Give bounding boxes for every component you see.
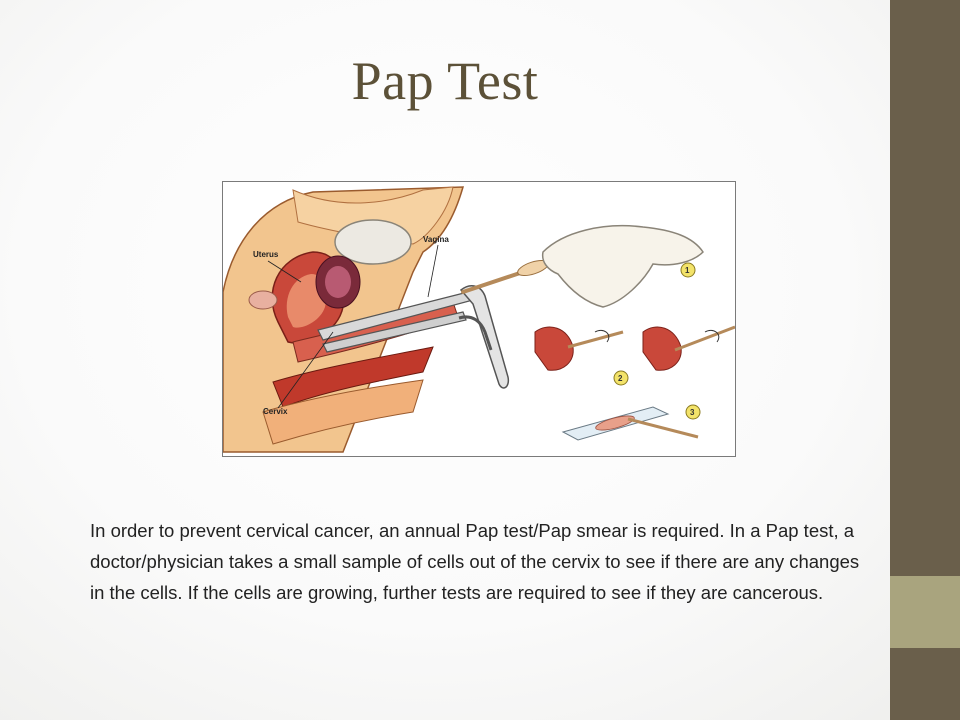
pap-test-illustration [222,181,736,457]
body-paragraph: In order to prevent cervical cancer, an annual Pap test/Pap smear is required. In a Pap test, a doctor/physician takes a small sample of cells out of the cervix to see if there are any changes in the cells. If the cells are growing, further tests are required to see if they are cancerous. [90,520,860,603]
step-3-glass-slide [563,407,698,440]
gloved-hand [543,226,703,307]
label-vagina: Vagina [423,235,449,244]
step-number-1: 1 [685,266,690,275]
slide-title: Pap Test [351,51,539,111]
sidebar-accent-block [890,576,960,648]
step-2-cervix-right [643,327,735,370]
label-cervix: Cervix [263,407,288,416]
step-number-2: 2 [618,374,623,383]
step-number-3: 3 [690,408,695,417]
label-uterus: Uterus [253,250,279,259]
step-2-cervix-left [535,327,623,370]
